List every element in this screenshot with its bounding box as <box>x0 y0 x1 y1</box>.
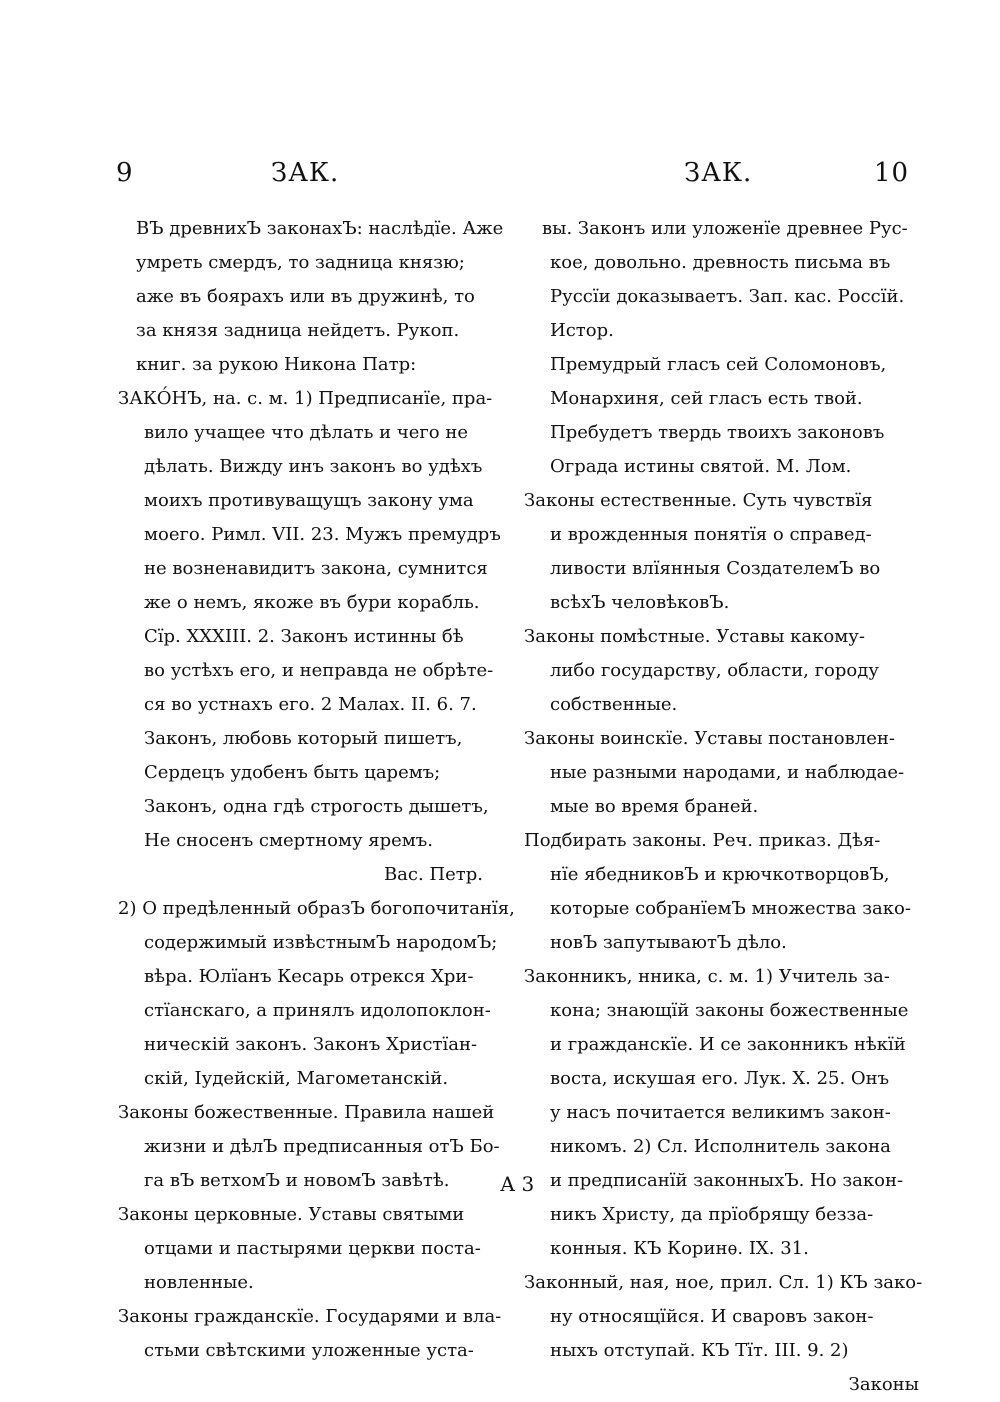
sense-line: 2) О предѣленный образЪ богопочитанїя, <box>118 898 515 919</box>
text-line: ные разными народами, и наблюдае- <box>550 762 905 783</box>
right-page-number: 10 <box>874 158 910 188</box>
text-line: собственные. <box>550 694 678 715</box>
verse-line: Законъ, одна гдѣ строгость дышетъ, <box>144 796 489 817</box>
text-line: Сїр. XXXIII. 2. Законъ истинны бѣ <box>144 626 464 647</box>
text-line: никъ Христу, да прїобрящу безза- <box>550 1204 874 1225</box>
text-line: Руссїи доказываетъ. Зап. кас. Россїй. <box>550 286 905 307</box>
text-line: либо государству, области, городу <box>550 660 879 681</box>
subentry-line: Законы гражданскїе. Государями и вла- <box>118 1306 502 1327</box>
left-running-head: ЗАК. <box>271 158 340 188</box>
text-line: конныя. КЪ Коринѳ. IX. 31. <box>550 1238 809 1259</box>
text-line: всѣхЪ человѣковЪ. <box>550 592 730 613</box>
subentry-line: Законы церковные. Уставы святыми <box>118 1204 465 1225</box>
verse-line: Ограда истины святой. М. Лом. <box>550 456 852 477</box>
text-line: моихъ противуващущъ закону ума <box>144 490 474 511</box>
subentry-line: Законы божественные. Правила нашей <box>118 1102 495 1123</box>
text-line: и предписанїй законныхЪ. Но закон- <box>550 1170 904 1191</box>
text-line: и врожденныя понятїя о справед- <box>550 524 872 545</box>
catchword: Законы <box>848 1374 919 1395</box>
text-line: книг. за рукою Никона Патр: <box>136 354 417 375</box>
text-line: никомъ. 2) Сл. Исполнитель закона <box>550 1136 891 1157</box>
text-line: ся во устнахъ его. 2 Малах. II. 6. 7. <box>144 694 477 715</box>
text-line: дѣлать. Вижду инъ законъ во удѣхъ <box>144 456 483 477</box>
text-line: кое, довольно. древность письма въ <box>550 252 891 273</box>
text-line: не возненавидитъ закона, сумнится <box>144 558 488 579</box>
text-line: у насъ почитается великимъ закон- <box>550 1102 891 1123</box>
text-line: содержимый извѣстнымЪ народомЪ; <box>144 932 498 953</box>
text-line: и гражданскїе. И се законникъ нѣкїй <box>550 1034 906 1055</box>
text-line: стїанскаго, а принялъ идолопоклон- <box>144 1000 491 1021</box>
text-line: га вЪ ветхомЪ и новомЪ завѣтѣ. <box>144 1170 450 1191</box>
text-line: нїе ябедниковЪ и крючкотворцовЪ, <box>550 864 890 885</box>
subentry-line: Законный, ная, ное, прил. Сл. 1) КЪ зако- <box>524 1272 923 1293</box>
text-line: новленные. <box>144 1272 254 1293</box>
text-line: умреть смердъ, то задница князю; <box>136 252 465 273</box>
verse-line: Законъ, любовь который пишетъ, <box>144 728 463 749</box>
text-line: ныхъ отступай. КЪ Тїт. III. 9. 2) <box>550 1340 849 1361</box>
text-line: аже въ боярахъ или въ дружинѣ, то <box>136 286 475 307</box>
text-line: во устѣхъ его, и неправда не обрѣте- <box>144 660 494 681</box>
text-line: ническій законъ. Законъ Христїан- <box>144 1034 478 1055</box>
text-line: ливости влїянныя СоздателемЪ во <box>550 558 881 579</box>
text-line: скій, Іудейскій, Магометанскій. <box>144 1068 449 1089</box>
subentry-line: Законы естественные. Суть чувствїя <box>524 490 873 511</box>
text-line: же о немъ, якоже въ бури корабль. <box>144 592 480 613</box>
text-line: вѣра. Юлїанъ Кесарь отрекся Хри- <box>144 966 474 987</box>
text-line: Истор. <box>550 320 614 341</box>
running-header <box>0 158 1000 206</box>
text-line: вы. Законъ или уложенїе древнее Рус- <box>542 218 908 239</box>
right-running-head: ЗАК. <box>684 158 753 188</box>
verse-attribution: Вас. Петр. <box>383 864 483 885</box>
text-line: воста, искушая его. Лук. X. 25. Онъ <box>550 1068 890 1089</box>
verse-line: Пребудетъ твердь твоихъ законовъ <box>550 422 885 443</box>
text-line: стьми свѣтскими уложенные уста- <box>144 1340 474 1361</box>
subentry-line: Законы воинскїе. Уставы постановлен- <box>524 728 895 749</box>
text-line: отцами и пастырями церкви поста- <box>144 1238 481 1259</box>
text-line: жизни и дѣлЪ предписанныя отЪ Бо- <box>144 1136 500 1157</box>
left-page-number: 9 <box>116 158 134 188</box>
text-line: новЪ запутываютЪ дѣло. <box>550 932 787 953</box>
subentry-line: Подбирать законы. Реч. приказ. Дѣя- <box>524 830 881 851</box>
verse-line: Не сносенъ смертному яремъ. <box>144 830 433 851</box>
subentry-line: Законникъ, нника, с. м. 1) Учитель за- <box>524 966 890 987</box>
verse-line: Монархиня, сей гласъ есть твой. <box>550 388 863 409</box>
right-column <box>524 212 923 1402</box>
subentry-line: Законы помѣстные. Уставы какому- <box>524 626 865 647</box>
text-line: ну относящїйся. И сваровъ закон- <box>550 1306 874 1327</box>
text-line: за князя задница нейдетъ. Рукоп. <box>136 320 460 341</box>
entry-headword-line: ЗАКО́НЪ, на. с. м. 1) Предписанїе, пра- <box>118 388 493 409</box>
signature-mark: А 3 <box>500 1172 535 1196</box>
text-line: моего. Римл. VII. 23. Мужъ премудръ <box>144 524 501 545</box>
verse-line: Премудрый гласъ сей Соломоновъ, <box>550 354 887 375</box>
page-footer <box>0 1172 1000 1212</box>
text-line: вило учащее что дѣлать и чего не <box>144 422 469 443</box>
text-line: мые во время браней. <box>550 796 759 817</box>
verse-line: Сердецъ удобенъ быть царемъ; <box>144 762 441 783</box>
text-line: кона; знающїй законы божественные <box>550 1000 909 1021</box>
text-line: ВЪ древнихЪ законахЪ: наслѣдїе. Аже <box>136 218 504 239</box>
text-line: которые собранїемЪ множества зако- <box>550 898 911 919</box>
